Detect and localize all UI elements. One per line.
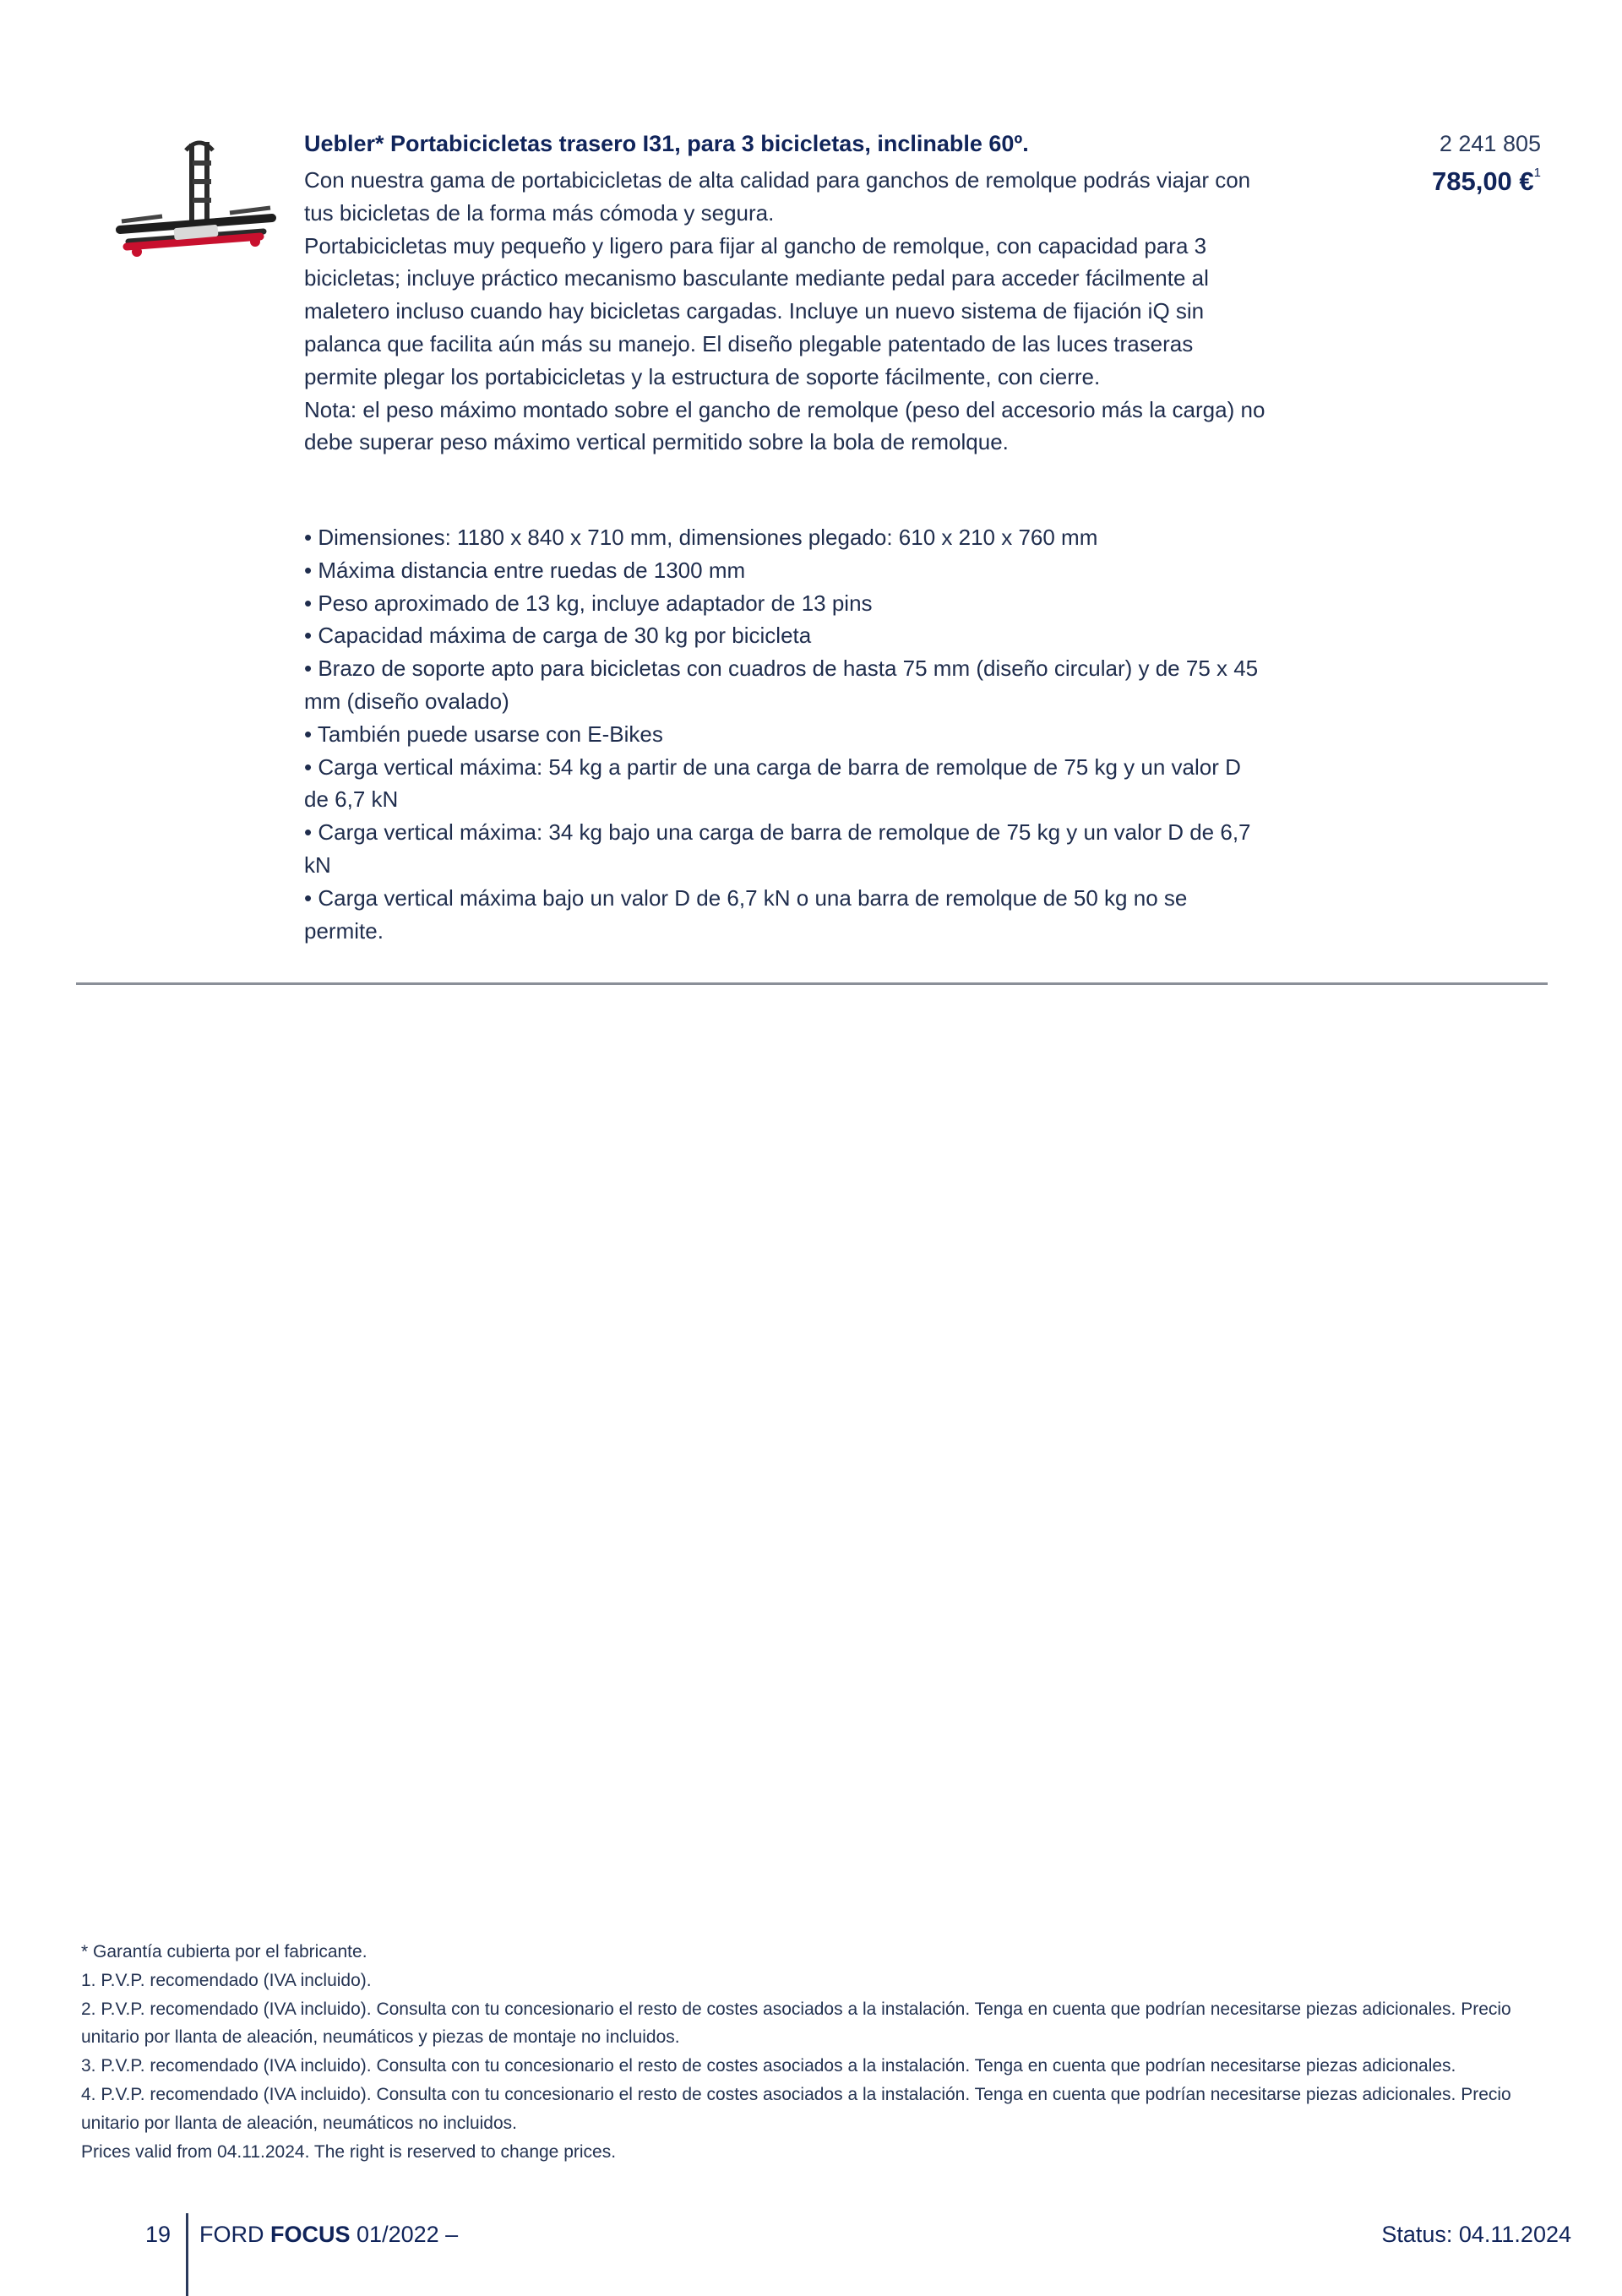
footnote: 1. P.V.P. recomendado (IVA incluido). xyxy=(81,1970,372,1990)
spec-item: • Capacidad máxima de carga de 30 kg por bicicleta xyxy=(304,623,812,649)
brand-line xyxy=(199,2222,458,2248)
spec-item: • Peso aproximado de 13 kg, incluye adaptador de 13 pins xyxy=(304,590,873,616)
description-paragraph: Con nuestra gama de portabicicletas de alta calidad para ganchos de remolque podrás viajar con tus bicicletas de la forma más cómoda y segura. xyxy=(304,167,1251,226)
product-price xyxy=(1432,166,1541,197)
model-name: FOCUS xyxy=(270,2222,351,2247)
product-description xyxy=(304,164,1267,459)
spec-item: • Carga vertical máxima bajo un valor D de 6,7 kN o una barra de remolque de 50 kg no se permite. xyxy=(304,884,1188,944)
footer-separator xyxy=(186,2213,188,2296)
page-footer xyxy=(0,2213,1622,2296)
footnote: 3. P.V.P. recomendado (IVA incluido). Consulta con tu concesionario el resto de costes asociados a la instalación. Tenga en cuenta que podrían necesitarse piezas adicionales. xyxy=(81,2056,1456,2076)
spec-list xyxy=(304,521,1267,947)
price-value: 785,00 € xyxy=(1431,166,1534,196)
footnote-prices-valid: Prices valid from 04.11.2024. The right is reserved to change prices. xyxy=(81,2141,617,2162)
spec-item: • Brazo de soporte apto para bicicletas con cuadros de hasta 75 mm (diseño circular) y de 75 x 45 mm (diseño ovalado) xyxy=(304,656,1259,714)
description-paragraph: Portabicicletas muy pequeño y ligero para fijar al gancho de remolque, con capacidad para 3 bicicletas; incluye práctico mecanismo basculante mediante pedal para acceder fácilmente al maletero incluso cuando hay bicicletas cargadas. Incluye un nuevo sistema de fijación iQ sin palanca que facilita aún más su manejo. El diseño plegable patentado de las luces traseras permite plegar los portabicicletas y la estructura de soporte fácilmente, con cierre. xyxy=(304,232,1209,389)
footnote: 4. P.V.P. recomendado (IVA incluido). Consulta con tu concesionario el resto de costes asociados a la instalación. Tenga en cuenta que podrían necesitarse piezas adicionales. Precio unitario por llanta de aleación, neumáticos no incluidos. xyxy=(81,2084,1511,2133)
footnote: * Garantía cubierta por el fabricante. xyxy=(81,1942,367,1961)
spec-item: • Carga vertical máxima: 54 kg a partir de una carga de barra de remolque de 75 kg y un valor D de 6,7 kN xyxy=(304,754,1241,813)
status-date: Status: 04.11.2024 xyxy=(1381,2222,1571,2247)
product-code: 2 241 805 xyxy=(1439,131,1541,156)
section-divider xyxy=(76,982,1548,985)
product-title: Uebler* Portabicicletas trasero I31, para 3 bicicletas, inclinable 60º. xyxy=(304,131,1029,156)
footnotes xyxy=(81,1938,1543,2166)
brand-prefix: FORD xyxy=(199,2222,264,2247)
description-note: Nota: el peso máximo montado sobre el gancho de remolque (peso del accesorio más la carga) no debe superar peso máximo vertical permitido sobre la bola de remolque. xyxy=(304,396,1265,455)
edition: 01/2022 – xyxy=(357,2222,459,2247)
spec-item: • También puede usarse con E-Bikes xyxy=(304,721,663,747)
bike-carrier-image xyxy=(112,135,280,270)
footnote: 2. P.V.P. recomendado (IVA incluido). Consulta con tu concesionario el resto de costes asociados a la instalación. Tenga en cuenta que podrían necesitarse piezas adicionales. Precio unitario por llanta de aleación, neumáticos y piezas de montaje no incluidos. xyxy=(81,1999,1511,2048)
spec-item: • Máxima distancia entre ruedas de 1300 mm xyxy=(304,557,746,583)
page-number: 19 xyxy=(145,2222,171,2247)
spec-item: • Dimensiones: 1180 x 840 x 710 mm, dimensiones plegado: 610 x 210 x 760 mm xyxy=(304,525,1098,550)
spec-item: • Carga vertical máxima: 34 kg bajo una carga de barra de remolque de 75 kg y un valor D de 6,7 kN xyxy=(304,819,1251,878)
price-footnote-ref: 1 xyxy=(1533,166,1541,180)
